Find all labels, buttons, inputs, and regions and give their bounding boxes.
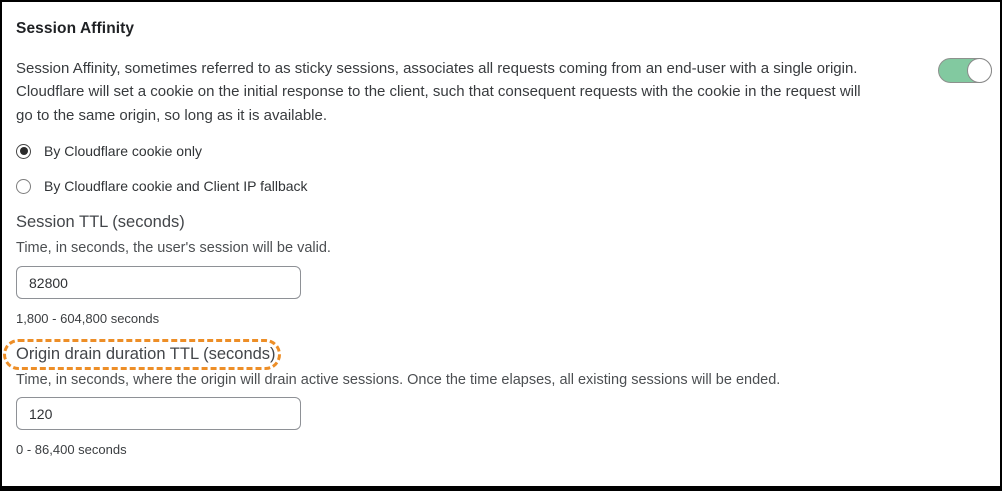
origin-drain-ttl-description: Time, in seconds, where the origin will drain active sessions. Once the time elapses, all existing sessions will be ended. [16, 372, 781, 388]
toggle-knob [967, 58, 992, 83]
session-affinity-toggle[interactable] [938, 58, 992, 83]
radio-label: By Cloudflare cookie and Client IP fallback [44, 178, 308, 194]
panel-description-line: Session Affinity, sometimes referred to as sticky sessions, associates all requests coming from an end-user with a single origin. [16, 60, 858, 77]
radio-cookie-ip-fallback[interactable] [16, 178, 308, 194]
radio-unselected-icon [16, 179, 31, 194]
session-ttl-input[interactable] [16, 266, 301, 299]
panel-title: Session Affinity [16, 20, 135, 37]
session-ttl-range-hint: 1,800 - 604,800 seconds [16, 311, 160, 326]
origin-drain-ttl-label: Origin drain duration TTL (seconds) [16, 345, 276, 363]
panel-description [16, 57, 931, 127]
session-ttl-label: Session TTL (seconds) [16, 213, 185, 231]
radio-label: By Cloudflare cookie only [44, 143, 202, 159]
origin-drain-ttl-input[interactable] [16, 397, 301, 430]
panel-description-line: Cloudflare will set a cookie on the initial response to the client, such that consequent requests with the cookie in the request will [16, 83, 861, 101]
radio-cookie-only[interactable] [16, 143, 202, 159]
origin-drain-ttl-range-hint: 0 - 86,400 seconds [16, 442, 127, 457]
panel-description-line: go to the same origin, so long as it is available. [16, 106, 328, 124]
session-ttl-description: Time, in seconds, the user's session will be valid. [16, 240, 331, 256]
radio-selected-icon [16, 144, 31, 159]
